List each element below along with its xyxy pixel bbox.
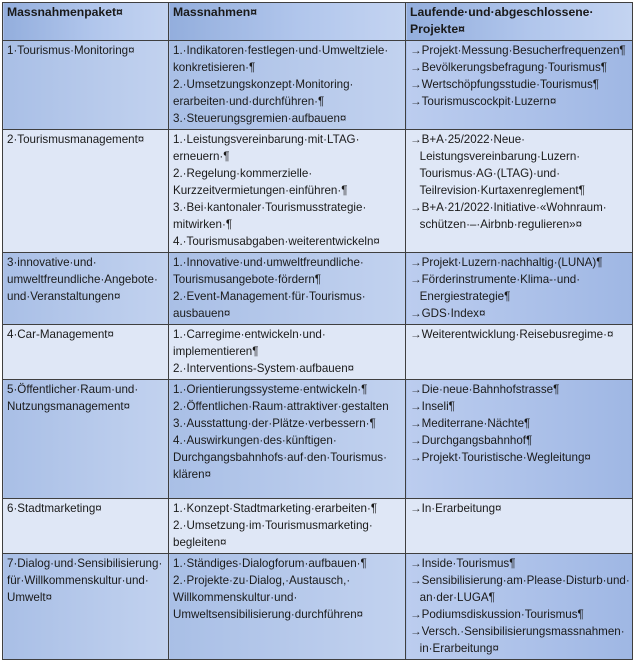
- cell-line: 2.·Interventions-System·aufbauen¤: [173, 362, 355, 375]
- cell-line: 1.·Leistungsvereinbarung·mit·LTAG·: [173, 133, 360, 146]
- cell-line: →Bevölkerungsbefragung·Tourismus¶: [410, 61, 607, 74]
- measures-cell: [169, 253, 406, 325]
- cell-line: →Projekt·Luzern·nachhaltig·(LUNA)¶: [410, 256, 603, 269]
- cell-line: Nutzungsmanagement¤: [7, 400, 131, 413]
- package-cell: [3, 130, 169, 253]
- cell-line: implementieren¶: [173, 345, 259, 358]
- header-measures: Massnahmen¤: [169, 3, 406, 41]
- measures-cell: [169, 325, 406, 380]
- cell-line: umweltfreundliche·Angebote·: [7, 273, 158, 286]
- projects-cell: [406, 380, 633, 499]
- package-cell: [3, 499, 169, 554]
- cell-line: 2.·Umsetzungskonzept·Monitoring·: [173, 78, 354, 91]
- cell-line: mitwirken·¶: [173, 218, 233, 231]
- cell-line: 1.·Konzept·Stadtmarketing·erarbeiten·¶: [173, 502, 378, 515]
- cell-line: →Mediterrane·Nächte¶: [410, 417, 531, 430]
- cell-line: →Inseli¶: [410, 400, 455, 413]
- package-cell: [3, 41, 169, 130]
- cell-line: Teilrevision·Kurtaxenreglement¶: [410, 184, 585, 197]
- cell-line: ausbauen¤: [173, 307, 231, 320]
- header-package: Massnahmenpaket¤: [3, 3, 169, 41]
- cell-line: →Tourismuscockpit·Luzern¤: [410, 95, 557, 108]
- cell-line: 4.·Tourismusabgaben·weiterentwickeln¤: [173, 235, 380, 248]
- cell-line: →Sensibilisierung·am·Please·Disturb·und·: [410, 574, 630, 587]
- cell-line: Energiestrategie¶: [410, 290, 511, 303]
- cell-line: 2.·Umsetzung·im·Tourismusmarketing·: [173, 519, 373, 532]
- cell-line: →In·Erarbeitung¤: [410, 502, 502, 515]
- table-row: [3, 130, 633, 253]
- package-cell: [3, 325, 169, 380]
- measures-cell: [169, 554, 406, 660]
- cell-line: und·Veranstaltungen¤: [7, 290, 121, 303]
- cell-line: 3·innovative·und·: [7, 256, 97, 269]
- package-cell: [3, 253, 169, 325]
- cell-line: →Förderinstrumente·Klima-·und·: [410, 273, 581, 286]
- table-row: [3, 325, 633, 380]
- cell-line: 3.·Bei·kantonaler·Tourismusstrategie·: [173, 201, 367, 214]
- cell-line: →Inside·Tourismus¶: [410, 557, 516, 570]
- cell-line: 5·Öffentlicher·Raum·und·: [7, 383, 139, 396]
- table-row: [3, 41, 633, 130]
- table-row: [3, 554, 633, 660]
- cell-line: 3.·Steuerungsgremien·aufbauen¤: [173, 112, 347, 125]
- cell-line: →Wertschöpfungsstudie·Tourismus¶: [410, 78, 600, 91]
- measures-cell: [169, 41, 406, 130]
- cell-line: Kurzzeitvermietungen·einführen·¶: [173, 184, 348, 197]
- cell-line: 4.·Auswirkungen·des·künftigen·: [173, 434, 337, 447]
- cell-line: Umweltsensibilisierung·durchführen¤: [173, 608, 364, 621]
- cell-line: →Durchgangsbahnhof¶: [410, 434, 533, 447]
- cell-line: Tourismus·AG·(LTAG)·und·: [410, 167, 561, 180]
- cell-line: →Weiterentwicklung·Reisebusregime·¤: [410, 328, 614, 341]
- cell-line: 1.·Orientierungssysteme·entwickeln·¶: [173, 383, 368, 396]
- measures-cell: [169, 380, 406, 499]
- cell-line: Willkommenskultur·und·: [173, 591, 298, 604]
- cell-line: →Projekt·Touristische·Wegleitung¤: [410, 451, 591, 464]
- projects-cell: [406, 499, 633, 554]
- projects-cell: [406, 554, 633, 660]
- table-row: [3, 499, 633, 554]
- projects-cell: [406, 325, 633, 380]
- cell-line: →Projekt·Messung·Besucherfrequenzen¶: [410, 44, 626, 57]
- cell-line: →GDS·Index¤: [410, 307, 486, 320]
- cell-line: erarbeiten·und·durchführen·¶: [173, 95, 325, 108]
- cell-line: →B+A·21/2022·Initiative·«Wohnraum·: [410, 201, 607, 214]
- cell-line: 1.·Carregime·entwickeln·und·: [173, 328, 326, 341]
- projects-cell: [406, 41, 633, 130]
- cell-line: 1.·Innovative·und·umweltfreundliche·: [173, 256, 364, 269]
- cell-line: →B+A·25/2022·Neue·: [410, 133, 526, 146]
- cell-line: Durchgangsbahnhofs·auf·den·Tourismus·: [173, 451, 387, 464]
- table-header-row: [3, 3, 633, 41]
- cell-line: 7·Dialog·und·Sensibilisierung·: [7, 557, 163, 570]
- cell-line: 2.·Regelung·kommerzielle·: [173, 167, 313, 180]
- cell-line: 3.·Ausstattung·der·Plätze·verbessern·¶: [173, 417, 376, 430]
- cell-line: Leistungsvereinbarung·Luzern·: [410, 150, 581, 163]
- cell-line: erneuern·¶: [173, 150, 230, 163]
- cell-line: →Versch.·Sensibilisierungsmassnahmen·: [410, 625, 625, 638]
- cell-line: 1.·Ständiges·Dialogforum·aufbauen·¶: [173, 557, 367, 570]
- cell-line: →Die·neue·Bahnhofstrasse¶: [410, 383, 560, 396]
- measures-cell: [169, 130, 406, 253]
- cell-line: Umwelt¤: [7, 591, 53, 604]
- cell-line: 2.·Event-Management·für·Tourismus·: [173, 290, 366, 303]
- cell-line: 1.·Indikatoren·festlegen·und·Umweltziele·: [173, 44, 389, 57]
- cell-line: begleiten¤: [173, 536, 227, 549]
- table-row: [3, 380, 633, 499]
- cell-line: 4·Car-Management¤: [7, 328, 114, 341]
- measures-table: [2, 2, 633, 660]
- table-row: [3, 253, 633, 325]
- cell-line: 6·Stadtmarketing¤: [7, 502, 102, 515]
- cell-line: →Podiumsdiskussion·Tourismus¶: [410, 608, 584, 621]
- header-projects: Laufende·und·abgeschlossene· Projekte¤: [406, 3, 633, 41]
- projects-cell: [406, 253, 633, 325]
- cell-line: 2.·Projekte·zu·Dialog,·Austausch,·: [173, 574, 351, 587]
- cell-line: schützen·–·Airbnb·regulieren»¤: [410, 218, 583, 231]
- package-cell: [3, 380, 169, 499]
- cell-line: 1·Tourismus·Monitoring¤: [7, 44, 135, 57]
- cell-line: 2·Tourismusmanagement¤: [7, 133, 145, 146]
- cell-line: konkretisieren·¶: [173, 61, 256, 74]
- cell-line: 2.·Öffentlichen·Raum·attraktiver·gestalten: [173, 400, 389, 413]
- cell-line: Tourismusangebote·fördern¶: [173, 273, 322, 286]
- cell-line: an·der·LUGA¶: [410, 591, 495, 604]
- cell-line: für·Willkommenskultur·und·: [7, 574, 149, 587]
- package-cell: [3, 554, 169, 660]
- cell-line: in·Erarbeitung¤: [410, 642, 499, 655]
- measures-cell: [169, 499, 406, 554]
- projects-cell: [406, 130, 633, 253]
- cell-line: klären¤: [173, 468, 212, 481]
